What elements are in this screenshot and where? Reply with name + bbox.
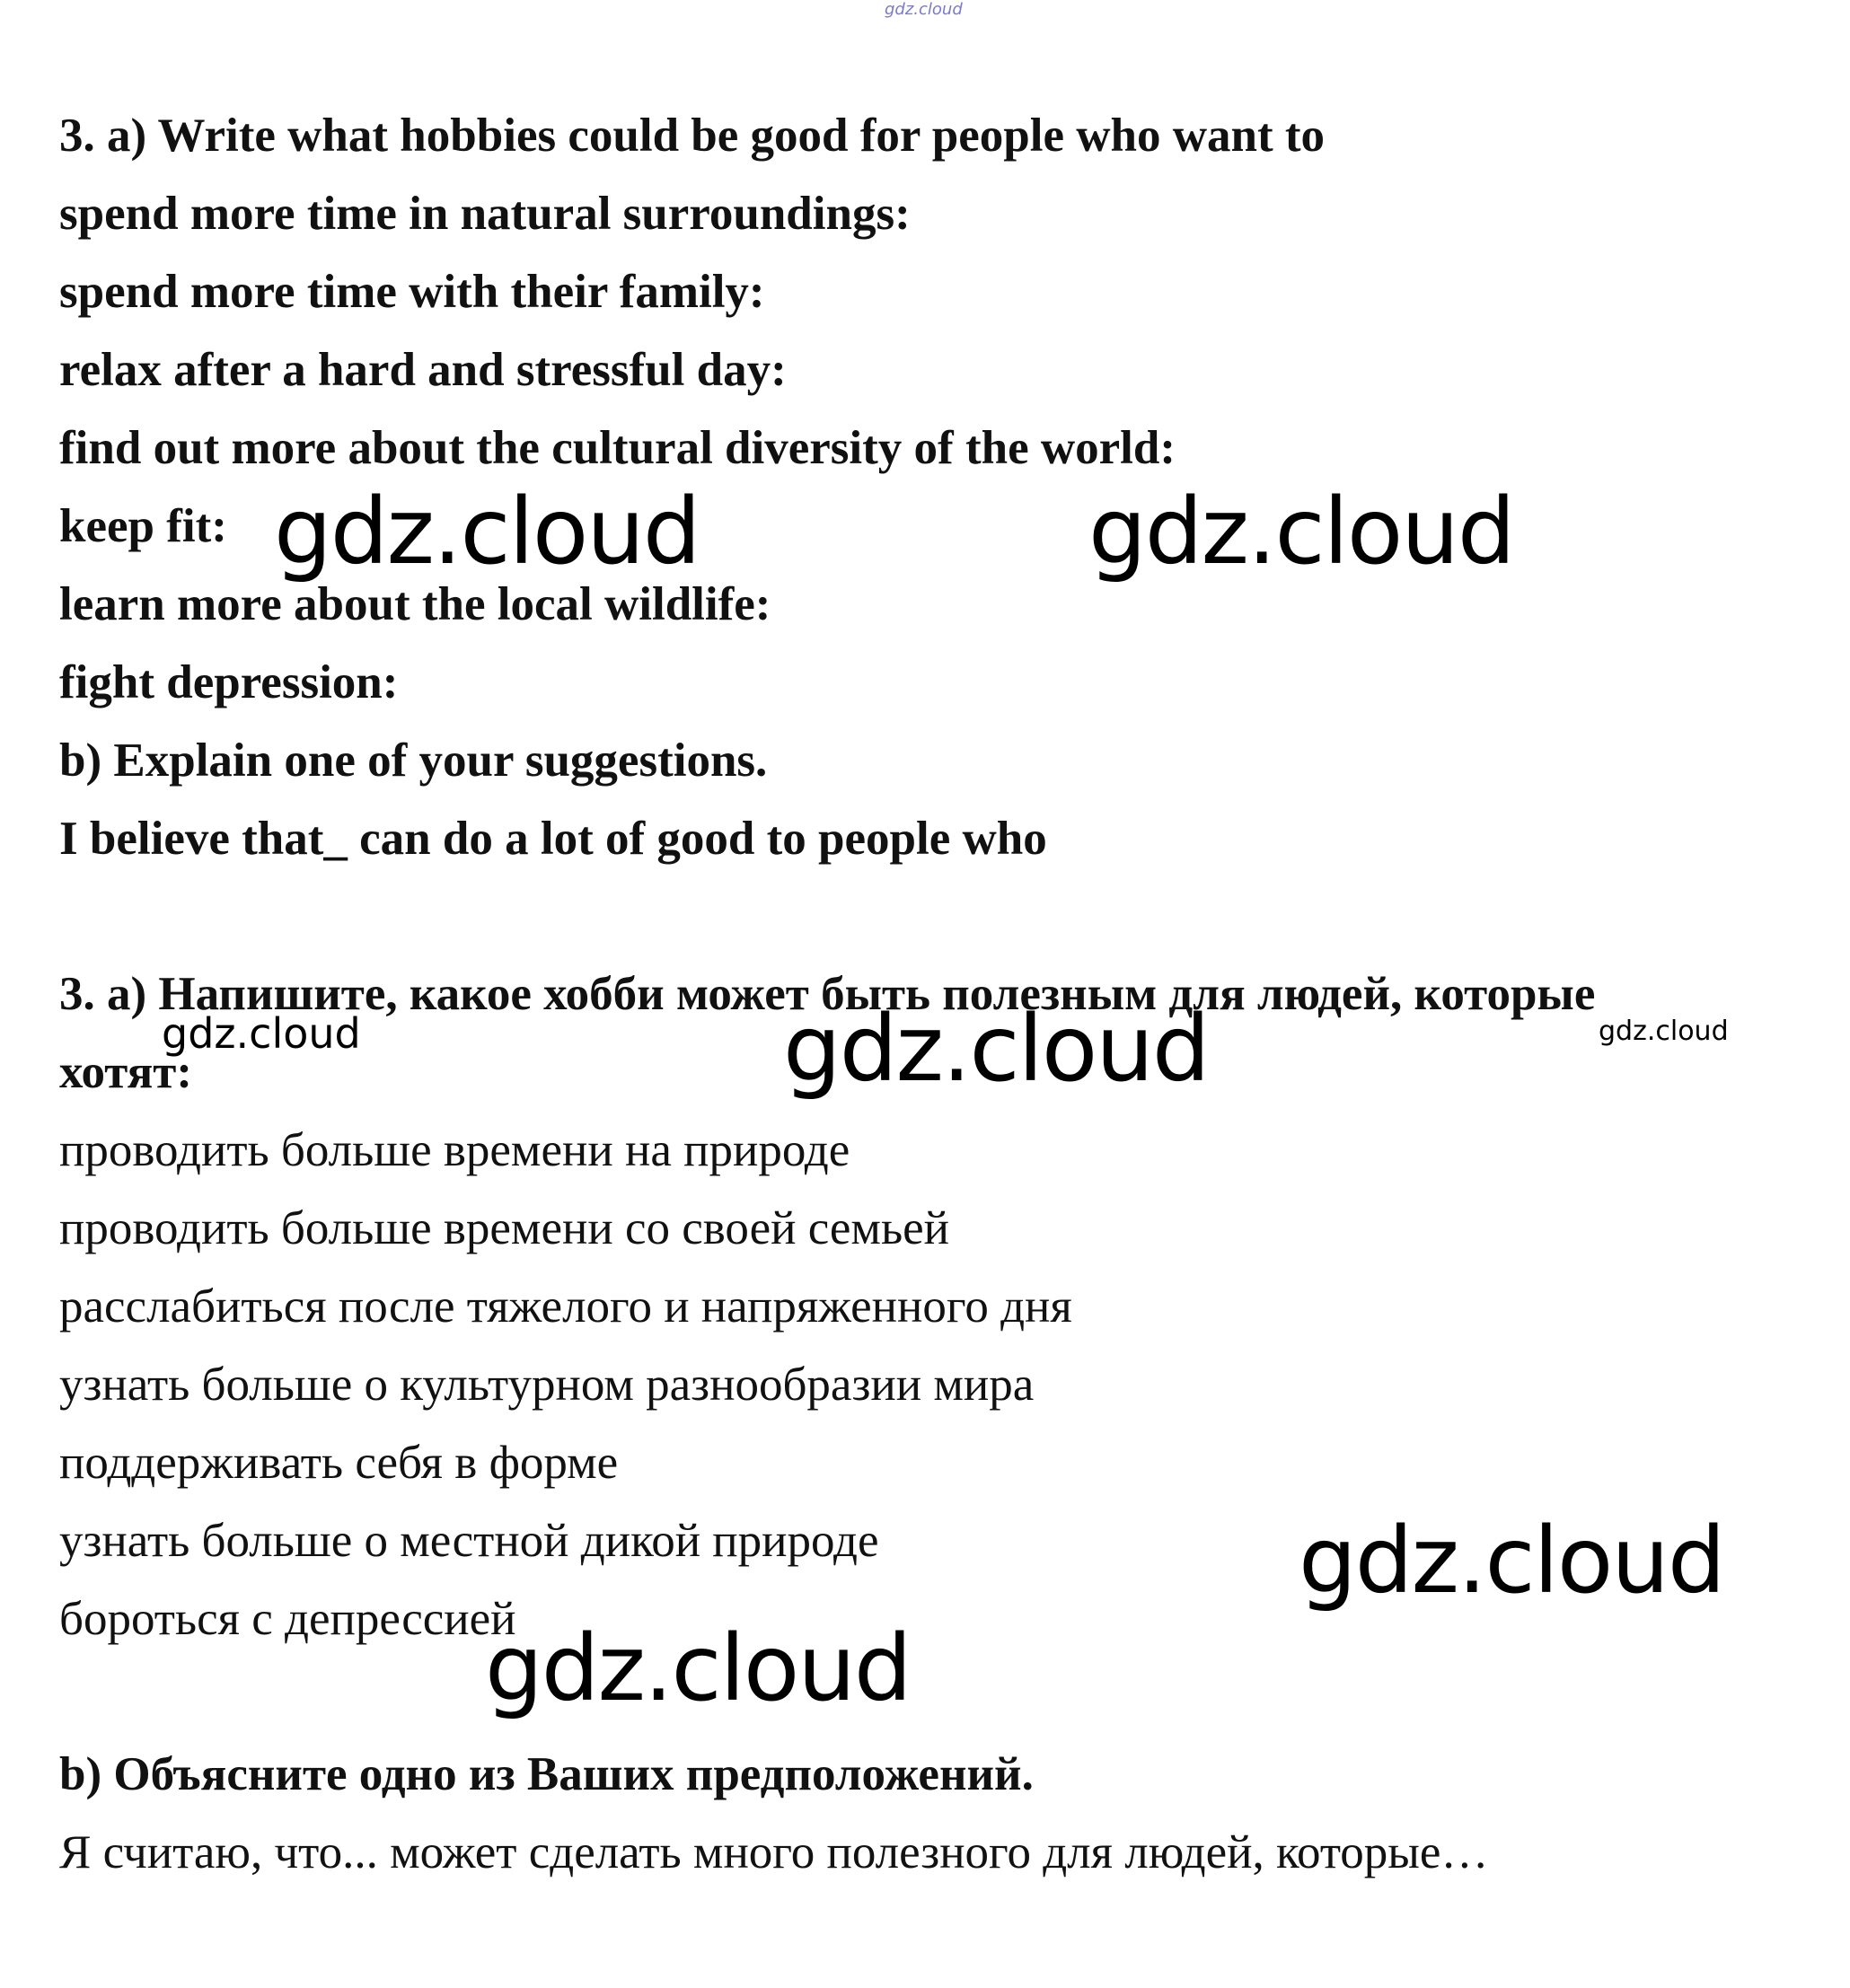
russian-task-a-heading-continued: хотят: — [59, 1046, 192, 1098]
russian-item-nature: проводить больше времени на природе — [59, 1124, 850, 1176]
russian-answer-sentence: Я считаю, что... может сделать много полезного для людей, которые… — [59, 1826, 1489, 1878]
english-task-b-heading: b) Explain one of your suggestions. — [59, 735, 768, 787]
english-item-cultural-diversity: find out more about the cultural diversity of the world: — [59, 422, 1176, 474]
watermark-large-bottom: gdz.cloud — [485, 1615, 911, 1722]
watermark-large-1: gdz.cloud — [274, 479, 700, 585]
english-item-keep-fit: keep fit: — [59, 500, 227, 552]
russian-task-b-heading: b) Объясните одно из Ваших предположений. — [59, 1748, 1034, 1800]
russian-item-fight-depression: бороться с депрессией — [59, 1593, 516, 1645]
russian-item-local-wildlife: узнать больше о местной дикой природе — [59, 1515, 879, 1567]
russian-task-a-heading: 3. a) Напишите, какое хобби может быть полезным для людей, которые — [59, 968, 1596, 1020]
watermark-large-right: gdz.cloud — [1299, 1508, 1724, 1614]
watermark-medium-left: gdz.cloud — [162, 1009, 361, 1058]
russian-item-cultural-diversity: узнать больше о культурном разнообразии мира — [59, 1359, 1035, 1411]
english-item-natural-surroundings: spend more time in natural surroundings: — [59, 188, 911, 240]
russian-item-keep-fit: поддерживать себя в форме — [59, 1437, 619, 1489]
english-item-relax: relax after a hard and stressful day: — [59, 344, 787, 396]
english-item-family: spend more time with their family: — [59, 266, 765, 318]
english-answer-sentence: I believe that_ can do a lot of good to people who — [59, 813, 1047, 865]
english-item-fight-depression: fight depression: — [59, 656, 399, 708]
watermark-top: gdz.cloud — [885, 0, 963, 19]
watermark-small-right: gdz.cloud — [1599, 1016, 1729, 1047]
watermark-large-2: gdz.cloud — [1088, 479, 1514, 585]
watermark-large-center: gdz.cloud — [783, 996, 1209, 1103]
russian-item-relax: расслабиться после тяжелого и напряженного дня — [59, 1280, 1072, 1333]
english-item-local-wildlife: learn more about the local wildlife: — [59, 578, 771, 630]
russian-item-family: проводить больше времени со своей семьей — [59, 1202, 950, 1254]
english-task-a-heading: 3. a) Write what hobbies could be good for people who want to — [59, 110, 1326, 162]
